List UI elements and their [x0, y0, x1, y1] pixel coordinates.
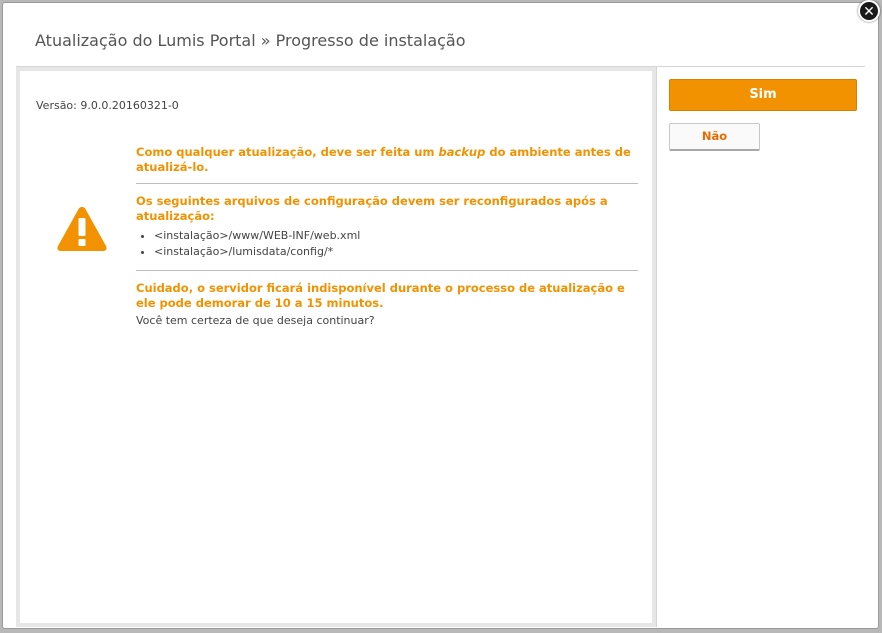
backup-warning-pre: Como qualquer atualização, deve ser feita um	[136, 145, 439, 159]
close-icon[interactable]: ✕	[858, 0, 880, 22]
downtime-warning: Cuidado, o servidor ficará indisponível durante o processo de atualização e ele pode demorar de 10 a 15 minutos.	[136, 281, 625, 310]
content-frame	[16, 67, 656, 627]
backup-word: backup	[438, 145, 486, 159]
backup-warning-post: do ambiente antes de atualizá-lo.	[136, 145, 631, 174]
message-column	[136, 141, 638, 328]
dialog-title: Atualização do Lumis Portal » Progresso de instalação	[35, 31, 466, 50]
divider	[136, 183, 638, 184]
version-label: Versão: 9.0.0.20160321-0	[36, 99, 179, 112]
list-item: • <instalação>/lumisdata/config/*	[154, 244, 638, 260]
backup-warning	[136, 145, 638, 175]
yes-button[interactable]: Sim	[669, 79, 857, 111]
config-heading: Os seguintes arquivos de configuração devem ser reconfigurados após a atualização:	[136, 194, 608, 223]
content-panel	[20, 71, 652, 623]
update-dialog	[2, 2, 879, 629]
no-button[interactable]: Não	[669, 123, 760, 151]
divider	[136, 270, 638, 271]
config-file-list	[136, 228, 638, 260]
action-panel	[656, 67, 866, 627]
list-item: • <instalação>/www/WEB-INF/web.xml	[154, 228, 638, 244]
warning-triangle-icon	[56, 205, 108, 253]
confirm-question: Você tem certeza de que deseja continuar?	[136, 314, 375, 327]
